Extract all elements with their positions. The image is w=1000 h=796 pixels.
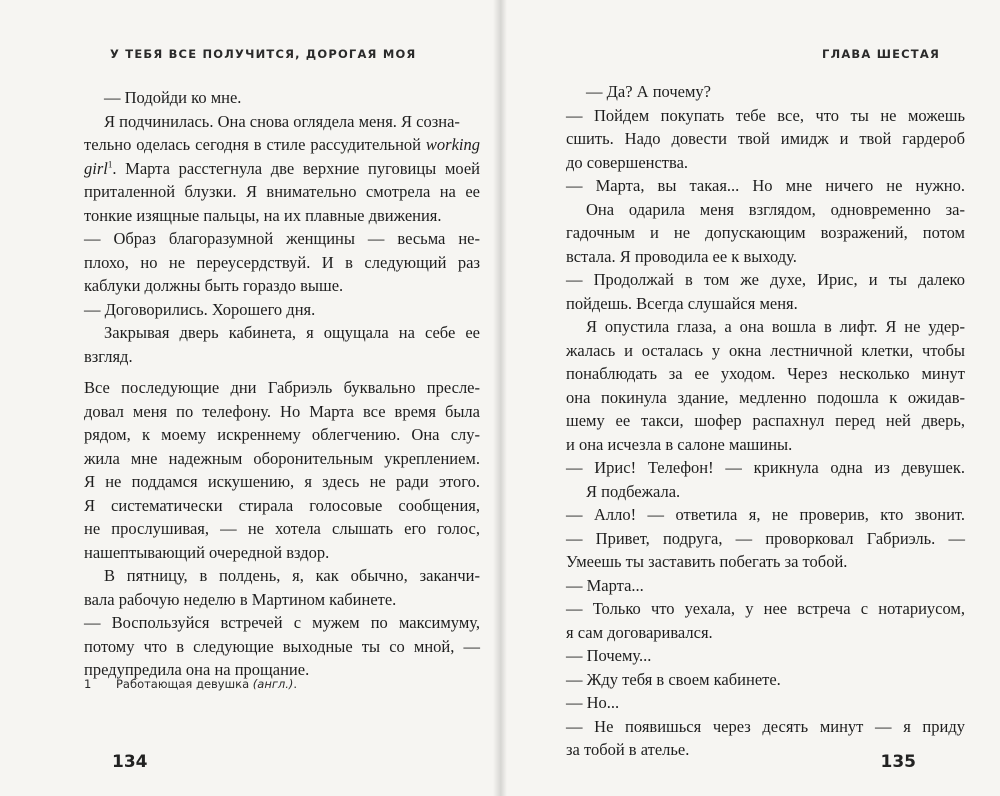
- text-line: предупредила она на прощание.: [84, 660, 310, 679]
- text-italic: girl: [84, 158, 108, 178]
- text-line: тонкие изящные пальцы, на их плавные движения.: [84, 205, 442, 225]
- text-line: — Да? А почему?: [586, 82, 711, 101]
- text-line: встала. Я проводила ее к выходу.: [566, 246, 797, 266]
- text-line: Закрывая дверь кабинета, я ощущала на себе ее: [104, 323, 480, 342]
- book-gutter: [493, 0, 507, 796]
- text-line: за тобой в ателье.: [566, 740, 690, 759]
- text-line: приталенной блузки. Я внимательно смотрела на ее: [84, 182, 480, 201]
- text-line: — Воспользуйся встречей с мужем по максимуму,: [84, 613, 480, 632]
- text-line: — Жду тебя в своем кабинете.: [566, 669, 781, 689]
- running-head-right: ГЛАВА ШЕСТАЯ: [822, 47, 940, 61]
- text-line: В пятницу, в полдень, я, как обычно, заканчи-: [104, 566, 480, 585]
- footnote: [84, 677, 297, 691]
- page-number-right: 135: [880, 752, 916, 772]
- text-line: жалась и осталась у окна лестничной клетки, чтобы: [566, 340, 965, 360]
- text-line: Я не поддамся искушению, я здесь не ради этого.: [84, 472, 480, 491]
- text-line: пойдешь. Всегда слушайся меня.: [566, 293, 798, 313]
- text-line: Я опустила глаза, а она вошла в лифт. Я не удер-: [586, 317, 965, 336]
- text-line: взгляд.: [84, 346, 133, 366]
- left-page: [0, 0, 493, 796]
- text-line: — Марта...: [566, 575, 644, 595]
- text-line: довал меня по телефону. Но Марта все время была: [84, 401, 480, 421]
- text-line: вала рабочую неделю в Мартином кабинете.: [84, 589, 397, 609]
- text-line: Я подбежала.: [586, 481, 681, 501]
- text-line: не прослушивая, — не хотела слышать его голос,: [84, 519, 480, 538]
- text-line: каблуки должны быть гораздо выше.: [84, 276, 344, 295]
- text-line: жила мне надежным оборонительным укреплением.: [84, 448, 480, 468]
- text-line: [84, 133, 480, 157]
- left-paragraph-2: [84, 376, 480, 682]
- text-line: — Образ благоразумной женщины — весьма не-: [84, 229, 480, 248]
- text-line: — Подойди ко мне.: [104, 88, 242, 107]
- text-line: [84, 157, 480, 181]
- text-italic: working: [425, 135, 480, 154]
- text-line: нашептывающий очередной вздор.: [84, 542, 330, 562]
- text-line: и она исчезла в салоне машины.: [566, 434, 793, 454]
- text-line: — Но...: [566, 693, 620, 712]
- left-paragraph-1: [84, 86, 480, 368]
- footnote-end: .: [293, 677, 298, 691]
- text-line: потому что в следующие выходные ты со мной, —: [84, 636, 480, 656]
- text-line: — Ирис! Телефон! — крикнула одна из девушек.: [566, 458, 965, 477]
- footnote-ref: 1: [107, 159, 113, 169]
- text-line: гадочным и не допускающим возражений, потом: [566, 223, 965, 242]
- text-line: — Алло! — ответила я, не проверив, кто звонит.: [566, 505, 965, 524]
- right-page: [507, 0, 1000, 796]
- text-line: — Не появишься через десять минут — я приду: [566, 716, 965, 736]
- text-line: — Договорились. Хорошего дня.: [84, 299, 316, 319]
- text-span: тельно оделась сегодня в стиле рассудительной: [84, 135, 426, 154]
- text-line: Все последующие дни Габриэль буквально пресле-: [84, 378, 480, 397]
- footnote-italic: (англ.): [252, 677, 294, 691]
- footnote-number: 1: [84, 677, 92, 691]
- footnote-text: Работающая девушка: [116, 677, 253, 691]
- text-line: Я подчинилась. Она снова оглядела меня. Я созна-: [104, 111, 460, 131]
- text-line: Она одарила меня взглядом, одновременно за-: [586, 199, 965, 219]
- text-line: понаблюдать за ее уходом. Через несколько минут: [566, 364, 965, 383]
- running-head-left: У ТЕБЯ ВСЕ ПОЛУЧИТСЯ, ДОРОГАЯ МОЯ: [110, 47, 417, 61]
- text-span: . Марта расстегнула две верхние пуговицы моей: [112, 158, 480, 178]
- text-line: — Привет, подруга, — проворковал Габриэль. —: [566, 528, 965, 548]
- text-line: я сам договаривался.: [566, 622, 713, 642]
- text-line: Умеешь ты заставить побегать за тобой.: [566, 552, 848, 571]
- text-line: она покинула здание, медленно подошла к ожидав-: [566, 387, 965, 407]
- text-line: — Пойдем покупать тебе все, что ты не можешь: [566, 105, 965, 125]
- text-line: — Только что уехала, у нее встреча с нотариусом,: [566, 599, 965, 618]
- text-line: — Почему...: [566, 646, 652, 665]
- text-line: плохо, но не переусердствуй. И в следующий раз: [84, 252, 480, 272]
- text-line: — Марта, вы такая... Но мне ничего не нужно.: [566, 176, 965, 195]
- page-number-left: 134: [112, 752, 148, 772]
- text-line: Я систематически стирала голосовые сообщения,: [84, 495, 480, 515]
- text-line: рядом, к моему искреннему облегчению. Она слу-: [84, 425, 480, 444]
- text-line: — Продолжай в том же духе, Ирис, и ты далеко: [566, 270, 965, 289]
- right-text-block: [566, 80, 965, 762]
- text-line: сшить. Надо довести твой имидж и твой гардероб: [566, 129, 965, 148]
- text-line: шему ее такси, шофер распахнул перед ней дверь,: [566, 411, 965, 430]
- text-line: до совершенства.: [566, 152, 689, 172]
